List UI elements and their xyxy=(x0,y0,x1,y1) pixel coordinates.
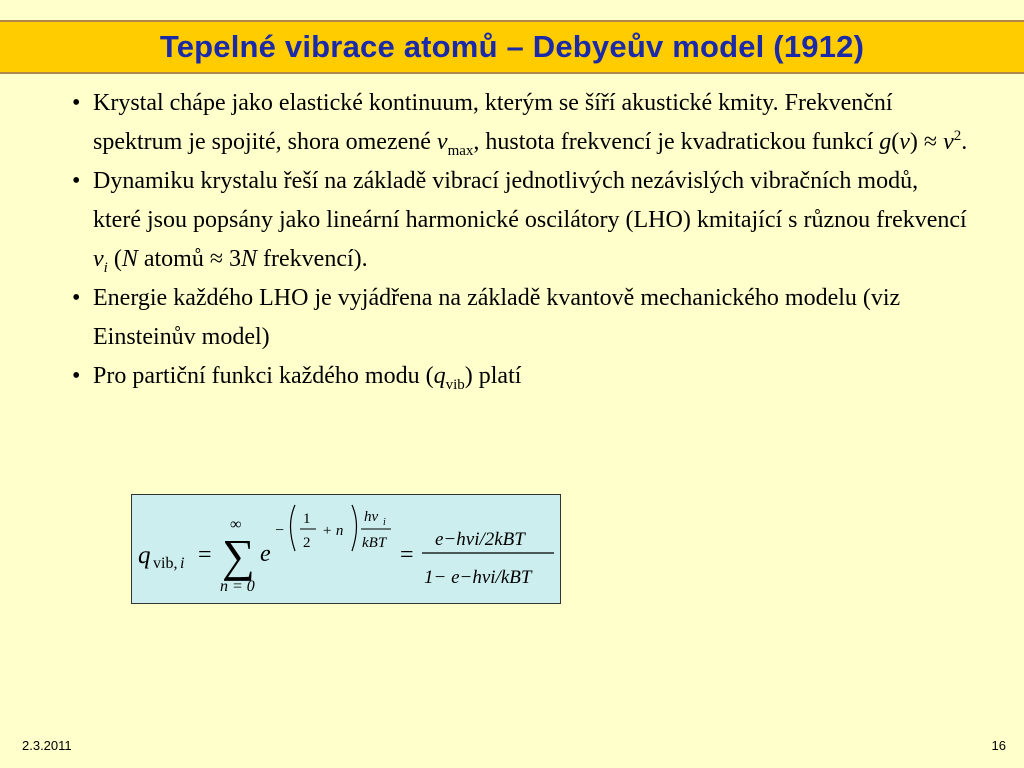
formula-half-num: 1 xyxy=(303,511,311,527)
formula-kbt: kBT xyxy=(362,535,387,551)
title-bar xyxy=(0,20,1024,74)
square-exponent: 2 xyxy=(953,128,962,144)
formula-q-sub: vib, xyxy=(153,555,178,572)
bullet-2-text: Dynamiku krystalu řeší na základě vibrací jednotlivých nezávislých vibračních modů, které jsou popsány jako lineární harmonické oscilátory (LHO) kmitající s různou frekvencí xyxy=(93,168,967,233)
bullet-4-text: ) platí xyxy=(464,363,522,389)
bullet-1-text: , hustota frekvencí je kvadratickou funkcí xyxy=(473,129,880,155)
formula-equals-2: = xyxy=(400,542,414,568)
bullet-3-text: Energie každého LHO je vyjádřena na základě kvantově mechanického modelu (viz Einsteinův model) xyxy=(93,285,901,350)
bullet-list xyxy=(72,84,972,396)
nu-symbol: v xyxy=(899,129,910,155)
page-number: 16 xyxy=(991,738,1006,753)
bullet-2-text: ( xyxy=(107,246,122,272)
formula-minus: − xyxy=(275,522,285,539)
bullet-2 xyxy=(72,162,972,279)
formula-q-sub-i: i xyxy=(180,555,185,572)
nu-symbol: v xyxy=(436,129,448,155)
formula-plus-n: + n xyxy=(322,523,344,539)
formula-rhs-numerator: e−hνi/2kBT xyxy=(435,529,525,550)
bullet-4 xyxy=(72,357,972,396)
formula-svg xyxy=(132,495,562,605)
N-symbol: N xyxy=(241,246,258,272)
nu-symbol: v xyxy=(943,129,954,155)
bullet-4-text: Pro partiční funkci každého modu ( xyxy=(93,363,434,389)
nu-symbol: v xyxy=(93,246,104,272)
i-subscript: i xyxy=(103,259,108,276)
partition-function-formula xyxy=(131,494,561,604)
period: . xyxy=(961,129,968,155)
formula-e: e xyxy=(260,541,271,567)
bullet-1-text: Krystal chápe jako elastické kontinuum, kterým se šíří akustické kmity. Frekvenční spektrum je spojité, shora omezené xyxy=(93,90,893,155)
max-subscript: max xyxy=(447,142,474,159)
bullet-2-text: frekvencí). xyxy=(257,246,368,272)
formula-infinity: ∞ xyxy=(230,516,242,533)
approx: ) ≈ xyxy=(909,129,944,155)
bullet-3 xyxy=(72,279,972,357)
formula-rhs-denominator: 1− e−hνi/kBT xyxy=(424,567,532,588)
footer-date: 2.3.2011 xyxy=(22,738,72,753)
bullet-2-text: atomů ≈ 3 xyxy=(137,246,242,272)
g-symbol: g xyxy=(879,129,892,155)
formula-q: q xyxy=(138,542,151,569)
sigma-symbol: ∑ xyxy=(222,530,255,581)
formula-n-eq-0: n = 0 xyxy=(220,578,255,595)
bullet-1 xyxy=(72,84,972,162)
formula-h-nu: hν xyxy=(364,509,379,525)
N-symbol: N xyxy=(121,246,138,272)
vib-subscript: vib xyxy=(445,376,465,393)
formula-half-den: 2 xyxy=(303,535,311,551)
slide-title: Tepelné vibrace atomů – Debyeův model (1912) xyxy=(159,29,865,64)
q-symbol: q xyxy=(433,363,446,389)
formula-i: i xyxy=(383,517,386,528)
paren: ( xyxy=(891,129,900,155)
formula-equals-1: = xyxy=(198,542,212,568)
